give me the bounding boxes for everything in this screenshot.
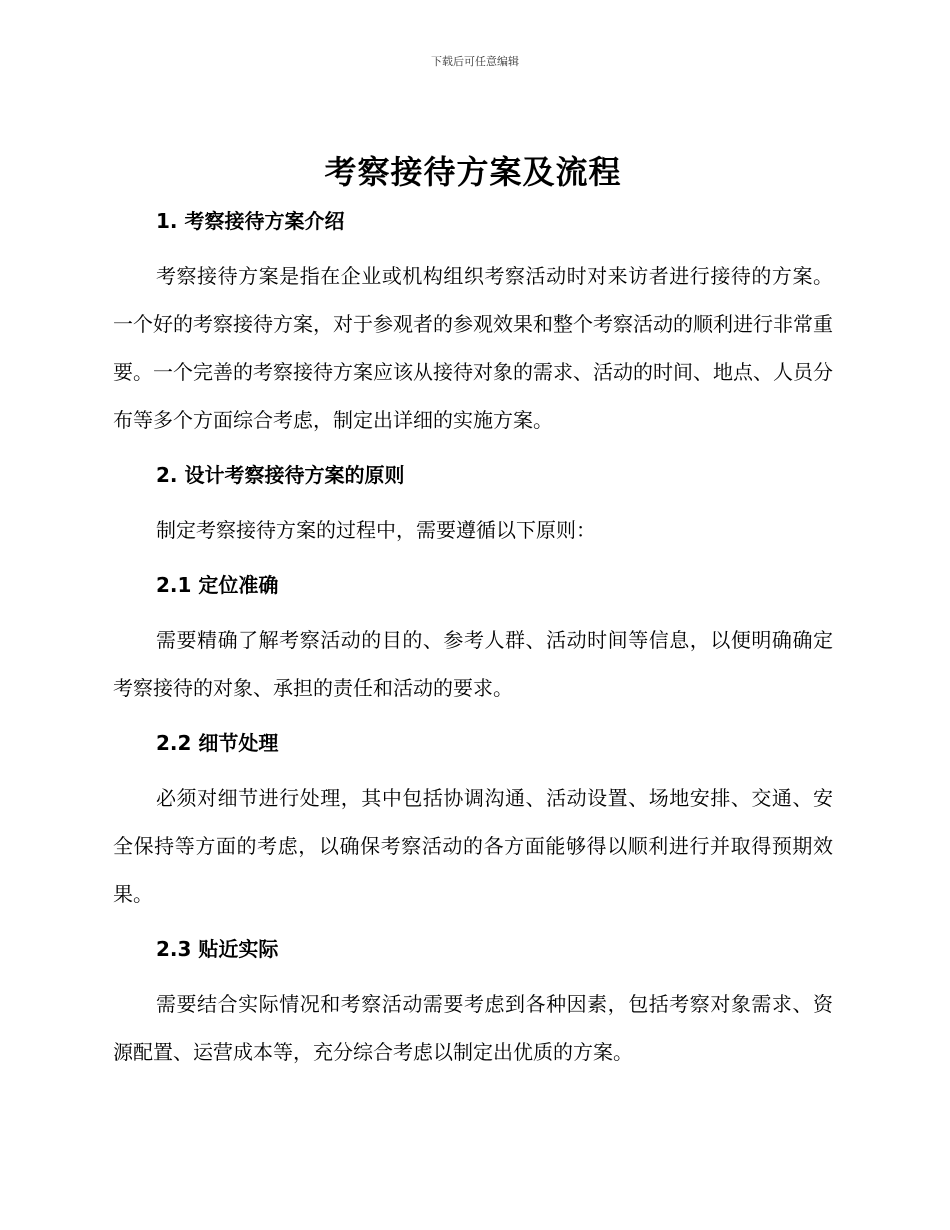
header-note: 下载后可任意编辑 (431, 55, 519, 68)
spacer (113, 444, 833, 460)
section-heading-2: 2. 设计考察接待方案的原则 (156, 463, 405, 487)
section-paragraph-2-3: 需要结合实际情况和考察活动需要考虑到各种因素，包括考察对象需求、资源配置、运营成本等，充分综合考虑以制定出优质的方案。 (113, 992, 833, 1064)
section-paragraph-2-1: 需要精确了解考察活动的目的、参考人群、活动时间等信息，以便明确确定考察接待的对象、承担的责任和活动的要求。 (113, 628, 833, 700)
spacer (113, 490, 833, 506)
spacer (113, 964, 833, 980)
document-content (113, 148, 833, 1076)
section-heading-1: 1. 考察接待方案介绍 (156, 209, 345, 233)
spacer (113, 554, 833, 570)
spacer (113, 712, 833, 728)
spacer (113, 600, 833, 616)
spacer (113, 758, 833, 774)
spacer (113, 918, 833, 934)
section-paragraph-2-2: 必须对细节进行处理，其中包括协调沟通、活动设置、场地安排、交通、安全保持等方面的考虑，以确保考察活动的各方面能够得以顺利进行并取得预期效果。 (113, 786, 833, 906)
document-title: 考察接待方案及流程 (324, 153, 622, 191)
spacer (113, 236, 833, 252)
section-paragraph-1: 考察接待方案是指在企业或机构组织考察活动时对来访者进行接待的方案。一个好的考察接待方案，对于参观者的参观效果和整个考察活动的顺利进行非常重要。一个完善的考察接待方案应该从接待对象的需求、活动的时间、地点、人员分布等多个方面综合考虑，制定出详细的实施方案。 (113, 264, 833, 432)
section-heading-2-3: 2.3 贴近实际 (156, 937, 279, 961)
section-heading-2-1: 2.1 定位准确 (156, 573, 279, 597)
section-paragraph-2: 制定考察接待方案的过程中，需要遵循以下原则： (156, 518, 596, 542)
section-heading-2-2: 2.2 细节处理 (156, 731, 279, 755)
